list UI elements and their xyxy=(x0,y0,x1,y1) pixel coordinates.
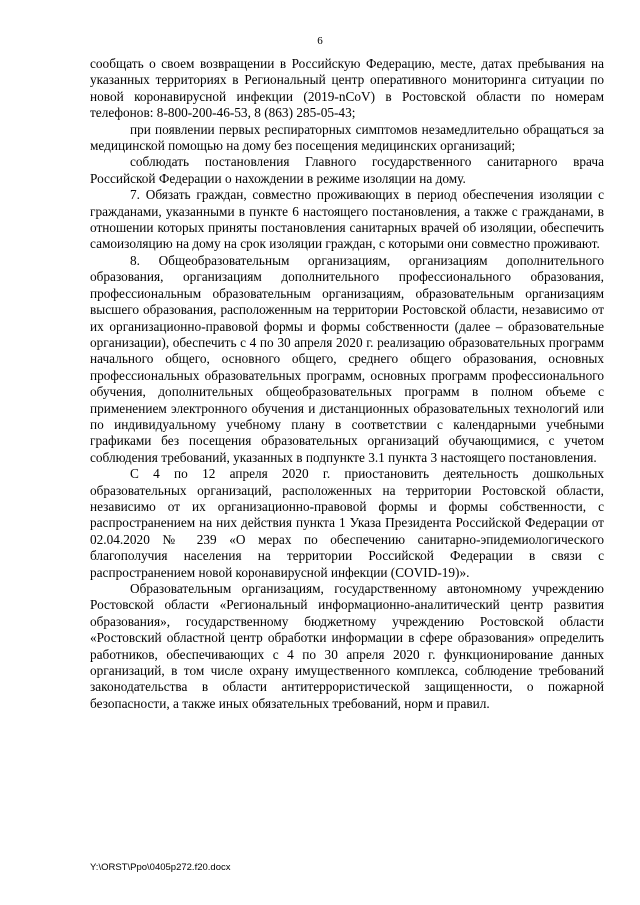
paragraph-item-7: 7. Обязать граждан, совместно проживающих в период обеспечения изоляции с гражданами, указанными в пункте 6 настоящего постановления, а также с гражданами, в отношении которых приняты постановления санитарных врачей об изоляции, обеспечить самоизоляцию на дому на срок изоляции граждан, с которыми они совместно проживают. xyxy=(90,187,604,252)
document-body xyxy=(90,56,604,712)
paragraph-staff-assignment: Образовательным организациям, государственному автономному учреждению Ростовской области «Региональный информационно-аналитический центр развития образования», государственному бюджетному учреждению Ростовской области «Ростовский областной центр обработки информации в сфере образования» определить работников, обеспечивающих с 4 по 30 апреля 2020 г. функционирование данных организаций, в том числе охрану имущественного комплекса, соблюдение требований законодательства в области антитеррористической защищенности, о пожарной безопасности, а также иных обязательных требований, норм и правил. xyxy=(90,581,604,711)
file-path-footer: Y:\ORST\Ppo\0405p272.f20.docx xyxy=(90,862,231,873)
paragraph-preschool-suspension: С 4 по 12 апреля 2020 г. приостановить деятельность дошкольных образовательных организаций, расположенных на территории Ростовской области, независимо от их организационно-правовой формы и формы собственности, с распространением на них действия пункта 1 Указа Президента Российской Федерации от 02.04.2020 № 239 «О мерах по обеспечению санитарно-эпидемиологического благополучия населения на территории Российской Федерации в связи с распространением новой коронавирусной инфекции (COVID-19)». xyxy=(90,466,604,580)
paragraph-isolation-resolutions: соблюдать постановления Главного государственного санитарного врача Российской Федерации о нахождении в режиме изоляции на дому. xyxy=(90,154,604,186)
paragraph-return-notice: сообщать о своем возвращении в Российскую Федерацию, месте, датах пребывания на указанных территориях в Региональный центр оперативного мониторинга ситуации по новой коронавирусной инфекции (2019-nCoV) в Ростовской области по номерам телефонов: 8-800-200-46-53, 8 (863) 285-05-43; xyxy=(90,56,604,121)
paragraph-symptoms: при появлении первых респираторных симптомов незамедлительно обращаться за медицинской помощью на дому без посещения медицинских организаций; xyxy=(90,121,604,154)
paragraph-item-8: 8. Общеобразовательным организациям, организациям дополнительного образования, организациям дополнительного профессионального образования, профессиональным образовательным организациям, образовательным организациям высшего образования, расположенным на территории Ростовской области, независимо от их организационно-правовой формы и формы собственности (далее – образовательные организации), обеспечить с 4 по 30 апреля 2020 г. реализацию образовательных программ начального общего, основного общего, среднего общего образования, основных профессиональных образовательных программ, основных программ профессионального обучения, дополнительных общеобразовательных программ в полном объеме с применением электронного обучения и дистанционных образовательных технологий или по индивидуальному учебному плану в соответствии с календарными учебными графиками без посещения образовательных организаций обучающимися, с учетом соблюдения требований, указанных в подпункте 3.1 пункта 3 настоящего постановления. xyxy=(90,252,604,465)
page-number: 6 xyxy=(317,35,323,47)
